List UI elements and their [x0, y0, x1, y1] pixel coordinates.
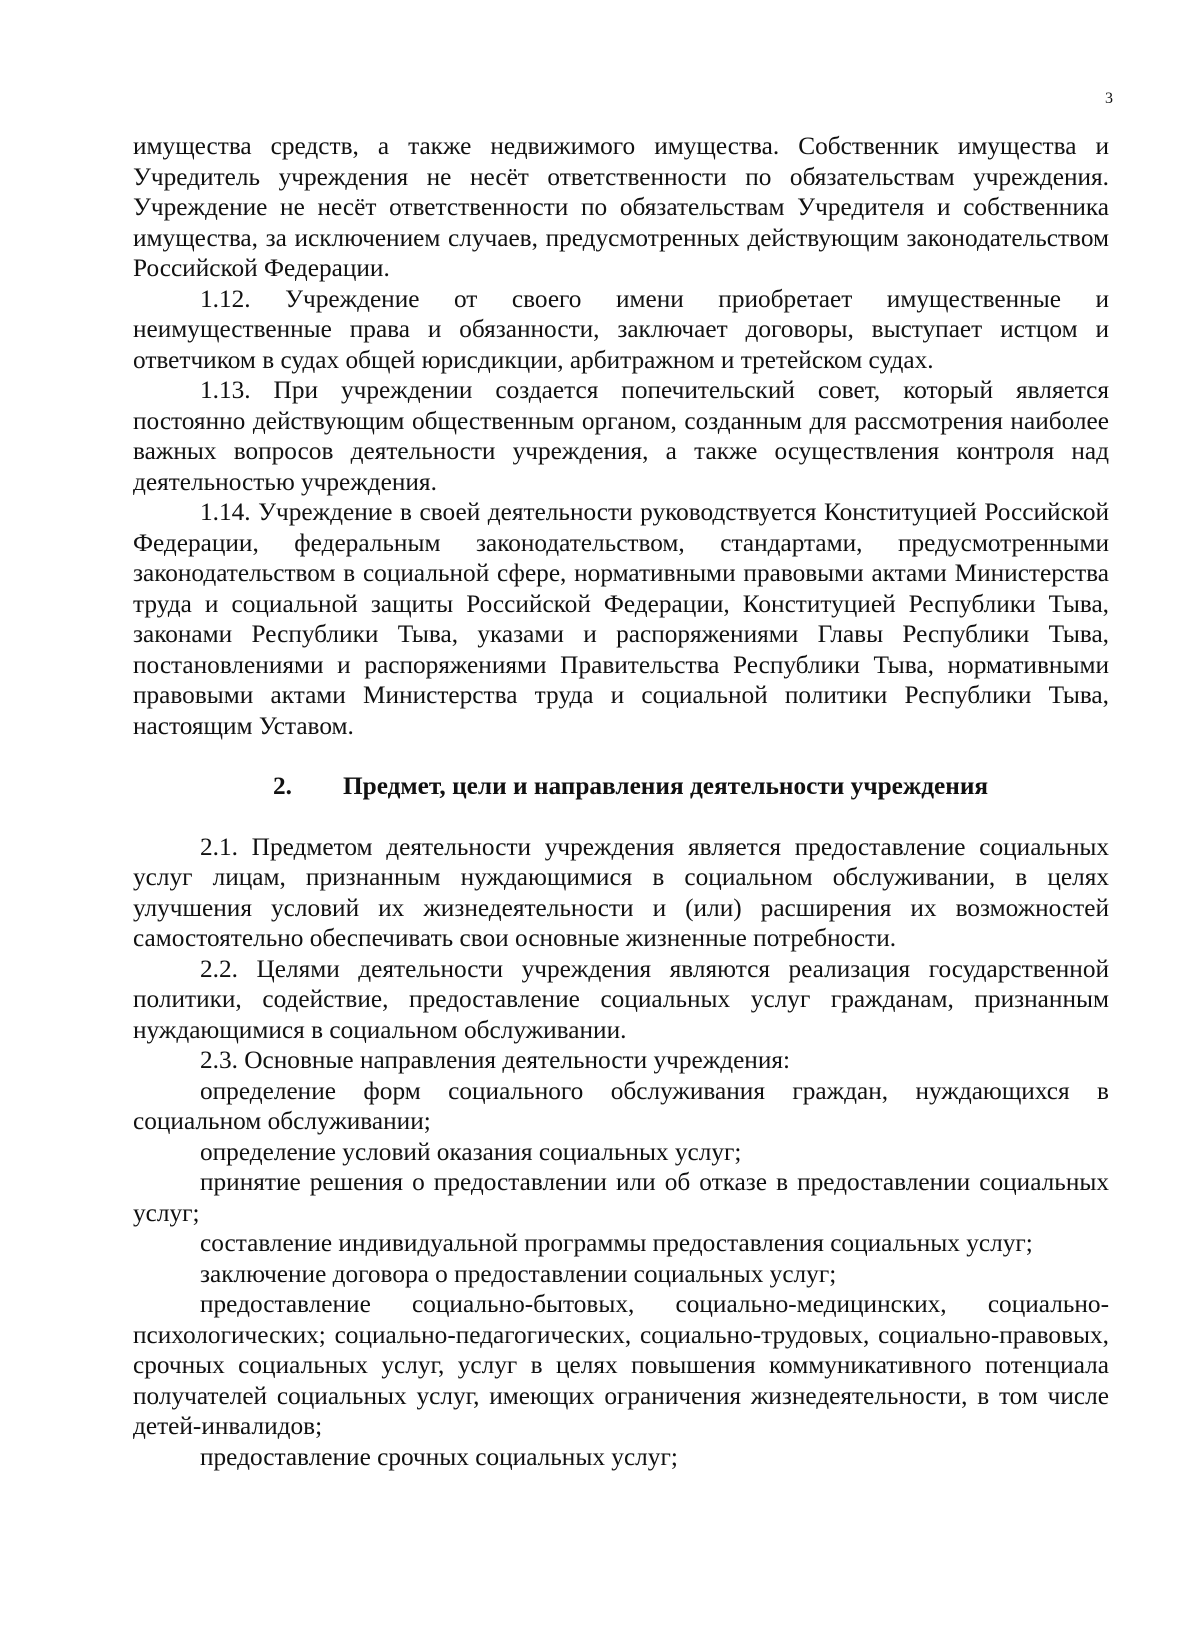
section-number: 2.	[273, 772, 292, 800]
list-item: предоставление срочных социальных услуг;	[200, 1442, 678, 1471]
paragraph-2-1: 2.1. Предметом деятельности учреждения является предоставление социальных услуг лицам, признанным нуждающимися в социальном обслуживании, в целях улучшения условий их жизнедеятельности и (или) расширения их возможностей самостоятельно обеспечивать свои основные жизненные потребности.	[133, 832, 1109, 952]
list-item: определение условий оказания социальных услуг;	[200, 1137, 742, 1166]
paragraph: имущества средств, а также недвижимого имущества. Собственник имущества и Учредитель учреждения не несёт ответственности по обязательствам учреждения. Учреждение не несёт ответственности по обязательствам Учредителя и собственника имущества, за исключением случаев, предусмотренных действующим законодательством Российской Федерации.	[133, 132, 1109, 282]
section-heading	[133, 771, 1109, 802]
document-body	[133, 131, 1109, 1472]
paragraph-2-2: 2.2. Целями деятельности учреждения являются реализация государственной политики, содействие, предоставление социальных услуг гражданам, признанным нуждающимися в социальном обслуживании.	[133, 954, 1109, 1044]
list-item: заключение договора о предоставлении социальных услуг;	[200, 1259, 837, 1288]
paragraph-1-13: 1.13. При учреждении создается попечительский совет, который является постоянно действующим общественным органом, созданным для рассмотрения наиболее важных вопросов деятельности учреждения, а также осуществления контроля над деятельностью учреждения.	[133, 376, 1109, 496]
page-number: 3	[1105, 90, 1113, 107]
list-item: определение форм социального обслуживания граждан, нуждающихся в социальном обслуживании;	[133, 1076, 1109, 1135]
paragraph-2-3: 2.3. Основные направления деятельности учреждения:	[200, 1046, 791, 1074]
paragraph-1-14: 1.14. Учреждение в своей деятельности руководствуется Конституцией Российской Федерации, федеральным законодательством, стандартами, предусмотренными законодательством в социальной сфере, нормативными правовыми актами Министерства труда и социальной защиты Российской Федерации, Конституцией Республики Тыва, законами Республики Тыва, указами и распоряжениями Главы Республики Тыва, постановлениями и распоряжениями Правительства Республики Тыва, нормативными правовыми актами Министерства труда и социальной политики Республики Тыва, настоящим Уставом.	[133, 498, 1109, 740]
section-title: Предмет, цели и направления деятельности учреждения	[343, 772, 989, 800]
list-item: предоставление социально-бытовых, социально-медицинских, социально-психологических; социально-педагогических, социально-трудовых, социально-правовых, срочных социальных услуг, услуг в целях повышения коммуникативного потенциала получателей социальных услуг, имеющих ограничения жизнедеятельности, в том числе детей-инвалидов;	[133, 1290, 1109, 1440]
list-item: составление индивидуальной программы предоставления социальных услуг;	[200, 1229, 1033, 1257]
list-item: принятие решения о предоставлении или об отказе в предоставлении социальных услуг;	[133, 1168, 1109, 1227]
paragraph-1-12: 1.12. Учреждение от своего имени приобретает имущественные и неимущественные права и обязанности, заключает договоры, выступает истцом и ответчиком в судах общей юрисдикции, арбитражном и третейском судах.	[133, 284, 1109, 374]
